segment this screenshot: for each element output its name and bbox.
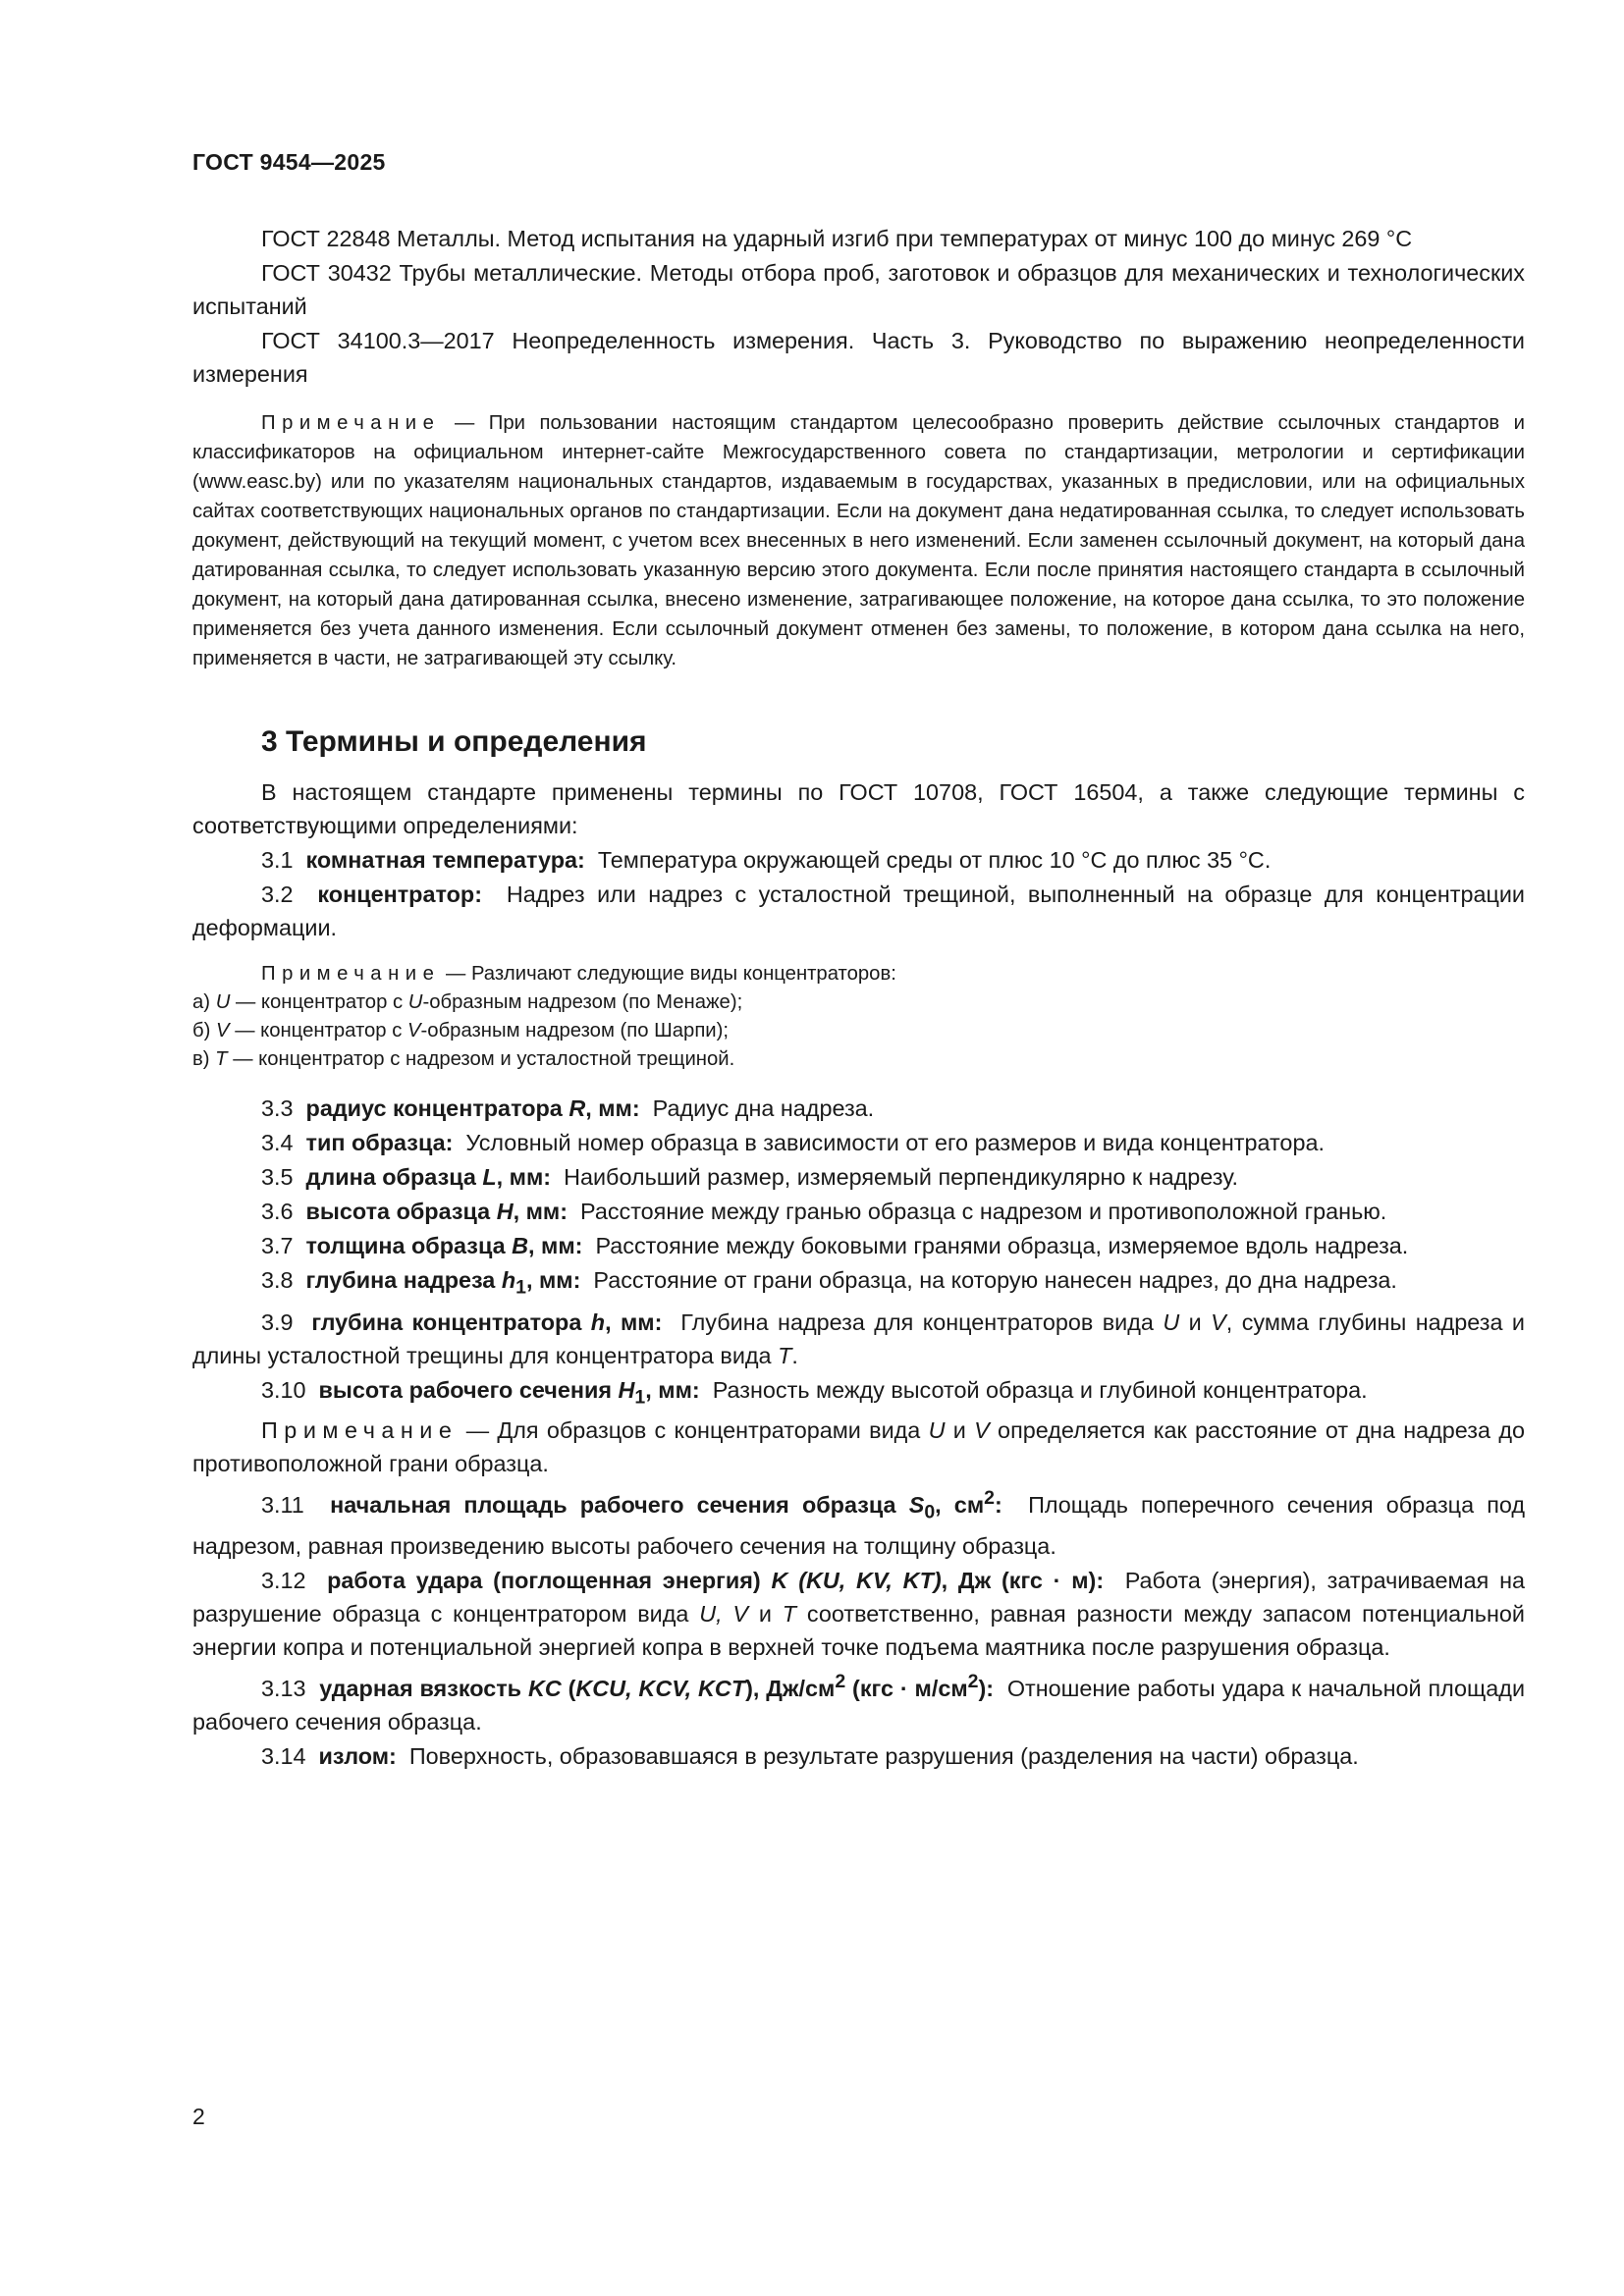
- normative-references: [192, 222, 1525, 391]
- term-unit: , мм:: [605, 1308, 663, 1335]
- term-definition: Площадь поперечного сечения образца под надрезом, равная произведению высоты рабочего сечения на толщину образца.: [192, 1492, 1526, 1559]
- term-definition: Расстояние между боковыми гранями образца, измеряемое вдоль надреза.: [595, 1233, 1409, 1258]
- term-number: 3.5: [261, 1164, 294, 1190]
- term-name: излом:: [318, 1742, 397, 1769]
- term-number: 3.6: [261, 1199, 294, 1224]
- term-unit: ), Дж/см: [745, 1675, 836, 1701]
- note-text: и: [945, 1417, 975, 1444]
- definition-text: Работа (энергия), затрачиваемая на разрушение образца с концентратором вида: [192, 1567, 1526, 1627]
- term-name: [319, 1670, 995, 1701]
- document-header: ГОСТ 9454—2025: [192, 149, 386, 175]
- note-working-section: [192, 1414, 1525, 1480]
- item-prefix: б): [192, 1020, 211, 1041]
- term-3-14: [192, 1739, 1525, 1773]
- term-definition: Наибольший размер, измеряемый перпендикулярно к надрезу.: [564, 1164, 1239, 1190]
- term-number: 3.1: [261, 847, 294, 873]
- item-text: — концентратор с: [235, 991, 408, 1013]
- term-number: 3.4: [261, 1130, 294, 1155]
- item-symbol: U: [407, 991, 423, 1013]
- term-3-7: [192, 1229, 1525, 1262]
- term-colon: :: [994, 1492, 1002, 1519]
- item-symbol: V: [407, 1020, 421, 1041]
- definition-text: и: [1179, 1308, 1212, 1335]
- term-name: тип образца:: [305, 1130, 454, 1155]
- term-definition: Поверхность, образовавшаяся в результате разрушения (разделения на части) образца.: [408, 1742, 1359, 1769]
- term-unit: , мм:: [645, 1376, 700, 1403]
- item-prefix: а): [192, 991, 211, 1013]
- definition-text: соответственно, равная разности между запасом потенциальной энергии копра и потенциальной энергией копра в верхней точке подъема маятника после разрушения образца.: [192, 1600, 1525, 1660]
- note-text: определяется как расстояние от дна надреза до противоположной грани образца.: [192, 1417, 1525, 1477]
- definition-symbol: U, V: [699, 1600, 749, 1627]
- term-unit: , мм:: [528, 1233, 583, 1258]
- term-label: начальная площадь рабочего сечения образца: [330, 1492, 896, 1519]
- term-3-4: [192, 1126, 1525, 1159]
- term-label: длина образца: [305, 1164, 476, 1190]
- term-definition: Температура окружающей среды от плюс 10 °С до плюс 35 °С.: [597, 847, 1272, 873]
- term-number: 3.8: [261, 1267, 294, 1293]
- item-text: — концентратор с: [235, 1020, 407, 1041]
- term-unit: , мм:: [496, 1164, 552, 1190]
- terms-list: [192, 775, 1525, 1773]
- term-subscript: 0: [924, 1501, 936, 1523]
- definition-text: и: [748, 1600, 783, 1627]
- page-content: [192, 222, 1525, 1773]
- term-name: [311, 1309, 662, 1335]
- term-3-13: [192, 1665, 1525, 1738]
- term-number: 3.14: [261, 1742, 306, 1769]
- term-label: толщина образца: [305, 1233, 506, 1258]
- term-label: работа удара (поглощенная энергия): [327, 1567, 761, 1593]
- term-symbol: H: [618, 1376, 635, 1403]
- item-text: — концентратор с надрезом и усталостной трещиной.: [233, 1048, 735, 1070]
- term-3-9: [192, 1306, 1525, 1372]
- note-text: — Различают следующие виды концентраторов:: [446, 963, 896, 985]
- term-label: глубина концентратора: [311, 1308, 582, 1335]
- term-subscript: 1: [634, 1386, 646, 1409]
- definition-symbol: U: [1163, 1308, 1180, 1335]
- term-name: [306, 1199, 568, 1224]
- term-name: [305, 1267, 581, 1299]
- term-definition: Условный номер образца в зависимости от его размеров и вида концентратора.: [465, 1130, 1325, 1155]
- item-symbol: V: [216, 1020, 230, 1041]
- term-label: глубина надреза: [305, 1267, 496, 1293]
- term-definition: Разность между высотой образца и глубиной концентратора.: [712, 1376, 1368, 1403]
- section-intro: В настоящем стандарте применены термины по ГОСТ 10708, ГОСТ 16504, а также следующие термины с соответствующими определениями:: [192, 779, 1525, 838]
- item-text: -образным надрезом (по Менаже);: [422, 991, 743, 1013]
- item-prefix: в): [192, 1048, 210, 1070]
- term-superscript: 2: [967, 1670, 979, 1692]
- note-concentrators: [192, 960, 1525, 1074]
- term-unit: , мм:: [525, 1267, 581, 1293]
- term-symbol: h: [590, 1308, 606, 1335]
- item-symbol: U: [215, 991, 231, 1013]
- term-punct: (: [561, 1675, 576, 1701]
- term-definition: Расстояние от грани образца, на которую нанесен надрез, до дна надреза.: [593, 1267, 1397, 1293]
- term-name: [306, 1233, 583, 1258]
- term-3-3: [192, 1092, 1525, 1125]
- term-name: концентратор:: [317, 881, 482, 907]
- definition-text: .: [791, 1342, 798, 1368]
- term-symbol: KC: [527, 1675, 562, 1701]
- term-definition: Отношение работы удара к начальной площади рабочего сечения образца.: [192, 1675, 1526, 1735]
- note-label: Примечание: [261, 1417, 459, 1444]
- term-3-1: [192, 843, 1525, 877]
- term-symbol: S: [908, 1492, 925, 1519]
- term-superscript: 2: [835, 1670, 846, 1692]
- term-label: высота рабочего сечения: [318, 1376, 613, 1403]
- term-label: ударная вязкость: [319, 1675, 522, 1701]
- page-number: 2: [192, 2104, 205, 2129]
- note-symbol: V: [974, 1417, 990, 1444]
- term-symbol: B: [512, 1233, 529, 1258]
- definition-symbol: V: [1211, 1308, 1226, 1335]
- term-symbol: K (KU, KV, KT): [771, 1567, 942, 1593]
- note-list-item: [192, 1017, 1525, 1045]
- term-label: радиус концентратора: [305, 1095, 563, 1121]
- definition-text: Глубина надреза для концентраторов вида: [680, 1308, 1164, 1335]
- reference-item: ГОСТ 30432 Трубы металлические. Методы отбора проб, заготовок и образцов для механических и технологических испытаний: [192, 260, 1525, 319]
- term-unit: , Дж (кгс · м):: [941, 1567, 1105, 1593]
- note-label: Примечание: [261, 963, 441, 985]
- note-text: — При пользовании настоящим стандартом целесообразно проверить действие ссылочных стандартов и классификаторов на официальном интернет-сайте Межгосударственного совета по стандартизации, метрологии и сертификации (www.easc.by) или по указателям национальных стандартов, издаваемым в государствах, указанных в предисловии, или на официальных сайтах соответствующих национальных органов по стандартизации. Если на документ дана недатированная ссылка, то следует использовать документ, действующий на текущий момент, с учетом всех внесенных в него изменений. Если заменен ссылочный документ, на который дана датированная ссылка, то следует использовать указанную версию этого документа. Если после принятия настоящего стандарта в ссылочный документ, на который дана датированная ссылка, внесено изменение, затрагивающее положение, на которое дана ссылка, то это положение применяется без учета данного изменения. Если ссылочный документ отменен без замены, то положение, в котором дана ссылка на него, применяется в части, не затрагивающей эту ссылку.: [192, 412, 1525, 669]
- term-symbol: L: [482, 1164, 497, 1190]
- note-text: — Для образцов с концентраторами вида: [465, 1417, 929, 1444]
- term-unit: ):: [978, 1675, 995, 1701]
- term-name: [330, 1487, 1002, 1523]
- term-number: 3.13: [261, 1675, 306, 1701]
- section-title: 3 Термины и определения: [261, 725, 647, 758]
- term-unit: , мм:: [585, 1095, 640, 1121]
- term-3-2: [192, 878, 1525, 944]
- term-name: комнатная температура:: [305, 847, 585, 873]
- term-definition: Радиус дна надреза.: [652, 1095, 875, 1121]
- term-name: [306, 1095, 640, 1121]
- note-references: [192, 408, 1525, 673]
- term-unit: (кгс · м/см: [845, 1675, 968, 1701]
- term-number: 3.10: [261, 1376, 306, 1403]
- definition-symbol: T: [782, 1600, 797, 1627]
- term-symbol: R: [568, 1095, 586, 1121]
- term-definition: Расстояние между гранью образца с надрезом и противоположной гранью.: [580, 1199, 1387, 1224]
- note-symbol: U: [928, 1417, 946, 1444]
- term-name: [327, 1568, 1104, 1593]
- note-list-item: [192, 988, 1525, 1017]
- term-3-6: [192, 1195, 1525, 1228]
- term-name: [318, 1376, 700, 1409]
- term-number: 3.3: [261, 1095, 294, 1121]
- term-name: [306, 1164, 552, 1190]
- note-label: Примечание: [261, 412, 441, 434]
- term-3-8: [192, 1263, 1525, 1305]
- term-symbol: H: [496, 1199, 514, 1224]
- item-symbol: T: [215, 1048, 228, 1070]
- item-text: -образным надрезом (по Шарпи);: [420, 1020, 730, 1041]
- term-number: 3.12: [261, 1567, 306, 1593]
- term-number: 3.11: [261, 1492, 304, 1519]
- note-list-item: [192, 1045, 1525, 1074]
- term-number: 3.9: [261, 1308, 294, 1335]
- term-unit: , см: [935, 1492, 985, 1519]
- term-superscript: 2: [984, 1487, 995, 1510]
- reference-item: ГОСТ 22848 Металлы. Метод испытания на ударный изгиб при температурах от минус 100 до минус 269 °С: [261, 226, 1413, 251]
- term-3-11: [192, 1481, 1525, 1562]
- term-unit: , мм:: [513, 1199, 568, 1224]
- term-3-10: [192, 1373, 1525, 1415]
- definition-symbol: T: [778, 1342, 792, 1368]
- term-number: 3.2: [261, 881, 294, 907]
- term-number: 3.7: [261, 1233, 294, 1258]
- term-3-5: [192, 1160, 1525, 1194]
- definition-text: , сумма глубины надреза и длины усталостной трещины для концентратора вида: [192, 1308, 1525, 1368]
- reference-item: ГОСТ 34100.3—2017 Неопределенность измерения. Часть 3. Руководство по выражению неопределенности измерения: [192, 328, 1525, 387]
- term-subscript: 1: [515, 1276, 526, 1299]
- note-heading: [192, 960, 1525, 988]
- term-symbol: h: [501, 1267, 516, 1293]
- term-3-12: [192, 1564, 1525, 1664]
- term-symbol: KCU, KCV, KCT: [575, 1675, 746, 1701]
- term-label: высота образца: [305, 1199, 491, 1224]
- term-definition: Надрез или надрез с усталостной трещиной, выполненный на образце для концентрации деформации.: [192, 881, 1525, 940]
